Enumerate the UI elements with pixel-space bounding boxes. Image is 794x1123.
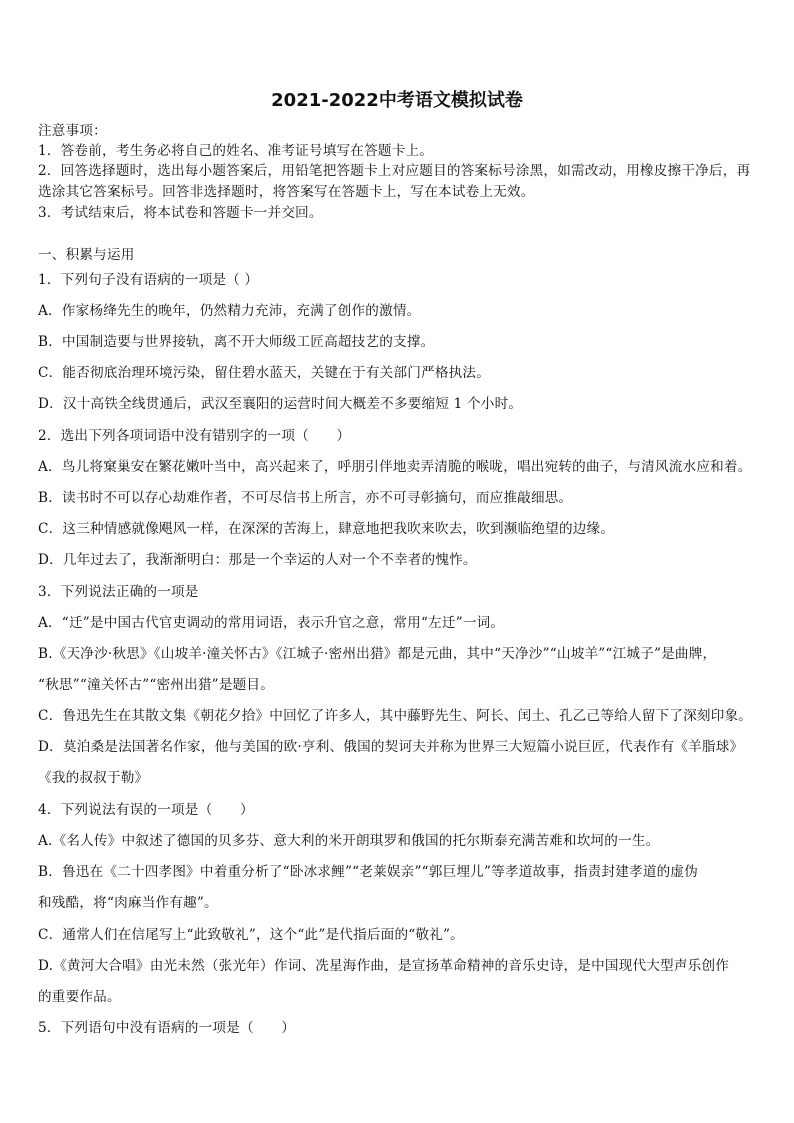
question-option: A．作家杨绛先生的晚年，仍然精力充沛，充满了创作的激情。 xyxy=(38,303,421,319)
page-title: 2021-2022中考语文模拟试卷 xyxy=(271,90,523,111)
question-stem: 4．下列说法有误的一项是（ ） xyxy=(38,802,254,818)
question-option: B．鲁迅在《二十四孝图》中着重分析了“卧冰求鲤”“老莱娱亲”“郭巨埋儿”等孝道故事，指责封建孝道的虚伪 xyxy=(38,864,699,880)
question-option: D．汉十高铁全线贯通后，武汉至襄阳的运营时间大概差不多要缩短 1 个小时。 xyxy=(38,396,523,412)
question-option: C．能否彻底治理环境污染，留住碧水蓝天，关键在于有关部门严格执法。 xyxy=(38,365,490,381)
question-option: D．几年过去了，我渐渐明白：那是一个幸运的人对一个不幸者的愧怍。 xyxy=(38,552,477,568)
notice-item: 3．考试结束后，将本试卷和答题卡一并交回。 xyxy=(38,205,323,221)
question-option: A．鸟儿将窠巢安在繁花嫩叶当中，高兴起来了，呼朋引伴地卖弄清脆的喉咙，唱出宛转的曲子，与清风流水应和着。 xyxy=(38,459,752,475)
notice-item: 选涂其它答案标号。回答非选择题时，将答案写在答题卡上，写在本试卷上无效。 xyxy=(38,184,535,200)
question-option: B．中国制造要与世界接轨，离不开大师级工匠高超技艺的支撑。 xyxy=(38,334,435,350)
question-stem: 1．下列句子没有语病的一项是（ ） xyxy=(38,272,259,288)
question-option-continued: 的重要作品。 xyxy=(38,989,121,1005)
question-option: B.《天净沙·秋思》《山坡羊·潼关怀古》《江城子·密州出猎》都是元曲，其中“天净沙”“山坡羊”“江城子”是曲牌， xyxy=(38,646,717,662)
question-stem: 2．选出下列各项词语中没有错别字的一项（ ） xyxy=(38,428,351,444)
question-option: A.《名人传》中叙述了德国的贝多芬、意大利的米开朗琪罗和俄国的托尔斯泰充满苦难和坎坷的一生。 xyxy=(38,833,660,849)
question-stem: 3．下列说法正确的一项是 xyxy=(38,584,199,600)
section-heading: 一、积累与运用 xyxy=(38,247,135,263)
notice-item: 1．答卷前，考生务必将自己的姓名、准考证号填写在答题卡上。 xyxy=(38,143,434,159)
question-option-continued: 《我的叔叔于勒》 xyxy=(38,770,149,786)
notice-item: 2．回答选择题时，选出每小题答案后，用铅笔把答题卡上对应题目的答案标号涂黑，如需改动，用橡皮擦干净后，再 xyxy=(38,163,751,179)
question-option: D.《黄河大合唱》由光未然（张光年）作词、冼星海作曲，是宣扬革命精神的音乐史诗，是中国现代大型声乐创作 xyxy=(38,958,730,974)
question-option-continued: “秋思”“潼关怀古”“密州出猎”是题目。 xyxy=(38,677,275,693)
question-option: C．鲁迅先生在其散文集《朝花夕拾》中回忆了许多人，其中藤野先生、阿长、闰土、孔乙己等给人留下了深刻印象。 xyxy=(38,708,753,724)
question-stem: 5．下列语句中没有语病的一项是（ ） xyxy=(38,1020,296,1036)
question-option: A．“迁”是中国古代官吏调动的常用词语，表示升官之意，常用“左迁”一词。 xyxy=(38,615,505,631)
question-option: B．读书时不可以存心劫难作者，不可尽信书上所言，亦不可寻彰摘句，而应推敲细思。 xyxy=(38,490,573,506)
question-option: C．通常人们在信尾写上“此致敬礼”，这个“此”是代指后面的“敬礼”。 xyxy=(38,927,464,943)
question-option-continued: 和残酷，将“肉麻当作有趣”。 xyxy=(38,895,218,911)
question-option: D．莫泊桑是法国著名作家，他与美国的欧·亨利、俄国的契诃夫并称为世界三大短篇小说巨匠，代表作有《羊脂球》 xyxy=(38,739,744,755)
notice-heading: 注意事项： xyxy=(38,123,107,139)
question-option: C．这三种情感就像飓风一样，在深深的苦海上，肆意地把我吹来吹去，吹到濒临绝望的边缘。 xyxy=(38,521,615,537)
